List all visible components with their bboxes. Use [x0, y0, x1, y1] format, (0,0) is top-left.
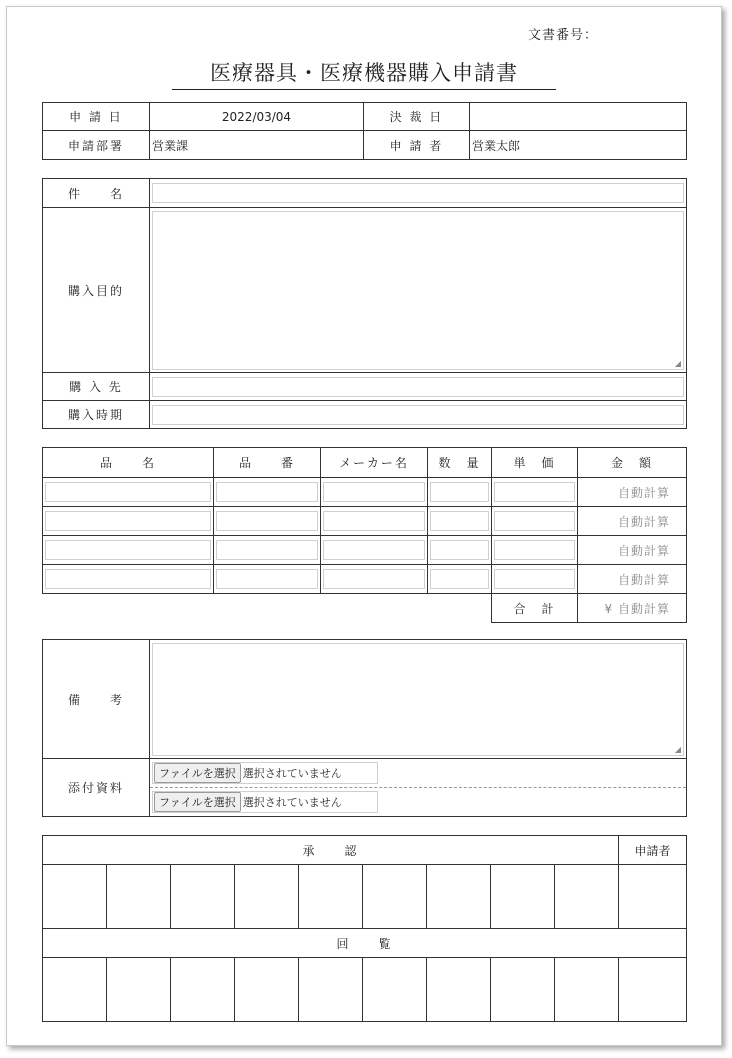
- quantity-header: 数 量: [428, 448, 492, 478]
- circulation-stamp-box[interactable]: [43, 958, 107, 1022]
- supplier-input[interactable]: [152, 377, 684, 397]
- department-value: 営業課: [150, 131, 364, 160]
- circulation-stamp-box[interactable]: [235, 958, 299, 1022]
- decision-date-value: [470, 103, 687, 131]
- period-label: 購入時期: [43, 401, 150, 429]
- circulation-stamp-box[interactable]: [363, 958, 427, 1022]
- amount-auto-value: 自動計算: [578, 565, 687, 594]
- resize-grip-icon[interactable]: ◢: [674, 744, 681, 754]
- circulation-stamp-box[interactable]: [619, 958, 687, 1022]
- period-input[interactable]: [152, 405, 684, 425]
- info-table: [42, 102, 687, 160]
- apply-date-label: 申 請 日: [43, 103, 150, 131]
- file-input-1[interactable]: [152, 762, 378, 784]
- remarks-textarea[interactable]: [152, 643, 684, 756]
- item-number-header: 品 番: [214, 448, 321, 478]
- attachment-label: 添付資料: [43, 759, 150, 817]
- unit-price-input[interactable]: [494, 569, 575, 589]
- approval-applicant-label: 申請者: [619, 836, 687, 865]
- item-number-input[interactable]: [216, 569, 318, 589]
- approval-table: [42, 835, 687, 1022]
- item-name-input[interactable]: [45, 569, 211, 589]
- circulation-stamp-box[interactable]: [299, 958, 363, 1022]
- detail-table: [42, 178, 687, 429]
- remarks-table: [42, 639, 687, 817]
- applicant-label: 申 請 者: [364, 131, 470, 160]
- unit-price-header: 単 価: [492, 448, 578, 478]
- department-label: 申請部署: [43, 131, 150, 160]
- maker-input[interactable]: [323, 482, 425, 502]
- maker-input[interactable]: [323, 540, 425, 560]
- maker-input[interactable]: [323, 511, 425, 531]
- item-row: [43, 536, 687, 565]
- quantity-input[interactable]: [430, 569, 489, 589]
- approval-stamp-box[interactable]: [43, 865, 107, 929]
- item-name-input[interactable]: [45, 511, 211, 531]
- purpose-textarea[interactable]: [152, 211, 684, 370]
- approval-stamp-box[interactable]: [299, 865, 363, 929]
- quantity-input[interactable]: [430, 511, 489, 531]
- item-row: [43, 478, 687, 507]
- total-label: 合 計: [492, 594, 578, 623]
- unit-price-input[interactable]: [494, 511, 575, 531]
- item-name-input[interactable]: [45, 540, 211, 560]
- circulation-stamp-box[interactable]: [427, 958, 491, 1022]
- item-row: [43, 507, 687, 536]
- amount-auto-value: 自動計算: [578, 478, 687, 507]
- item-row: [43, 565, 687, 594]
- choose-file-button[interactable]: ファイルを選択: [154, 792, 241, 812]
- amount-header: 金 額: [578, 448, 687, 478]
- purpose-label: 購入目的: [43, 208, 150, 373]
- subject-input[interactable]: [152, 183, 684, 203]
- approval-stamp-box[interactable]: [171, 865, 235, 929]
- unit-price-input[interactable]: [494, 482, 575, 502]
- circulation-stamp-box[interactable]: [107, 958, 171, 1022]
- amount-auto-value: 自動計算: [578, 507, 687, 536]
- circulation-stamp-box[interactable]: [171, 958, 235, 1022]
- circulation-label: 回 覧: [43, 929, 687, 958]
- approval-label: 承 認: [43, 836, 619, 865]
- file-input-2[interactable]: [152, 791, 378, 813]
- item-name-input[interactable]: [45, 482, 211, 502]
- quantity-input[interactable]: [430, 540, 489, 560]
- items-table: [42, 447, 687, 623]
- approval-stamp-box[interactable]: [491, 865, 555, 929]
- subject-label: 件 名: [43, 179, 150, 208]
- supplier-label: 購 入 先: [43, 373, 150, 401]
- unit-price-input[interactable]: [494, 540, 575, 560]
- quantity-input[interactable]: [430, 482, 489, 502]
- item-name-header: 品 名: [43, 448, 214, 478]
- resize-grip-icon[interactable]: ◢: [674, 358, 681, 368]
- circulation-stamp-box[interactable]: [555, 958, 619, 1022]
- applicant-stamp-box[interactable]: [619, 865, 687, 929]
- approval-stamp-box[interactable]: [555, 865, 619, 929]
- maker-header: メーカー名: [321, 448, 428, 478]
- item-number-input[interactable]: [216, 540, 318, 560]
- approval-stamp-box[interactable]: [427, 865, 491, 929]
- amount-auto-value: 自動計算: [578, 536, 687, 565]
- item-number-input[interactable]: [216, 511, 318, 531]
- decision-date-label: 決 裁 日: [364, 103, 470, 131]
- page-title: 医療器具・医療機器購入申請書: [172, 57, 556, 90]
- total-value: ¥ 自動計算: [578, 594, 687, 623]
- file-status: 選択されていません: [242, 796, 342, 809]
- choose-file-button[interactable]: ファイルを選択: [154, 763, 241, 783]
- maker-input[interactable]: [323, 569, 425, 589]
- file-status: 選択されていません: [242, 767, 342, 780]
- approval-stamp-box[interactable]: [363, 865, 427, 929]
- apply-date-value: 2022/03/04: [150, 103, 364, 131]
- approval-stamp-box[interactable]: [235, 865, 299, 929]
- approval-stamp-box[interactable]: [107, 865, 171, 929]
- item-number-input[interactable]: [216, 482, 318, 502]
- remarks-label: 備 考: [43, 640, 150, 759]
- circulation-stamp-box[interactable]: [491, 958, 555, 1022]
- doc-number-label: 文書番号：: [528, 28, 599, 43]
- applicant-value: 営業太郎: [470, 131, 687, 160]
